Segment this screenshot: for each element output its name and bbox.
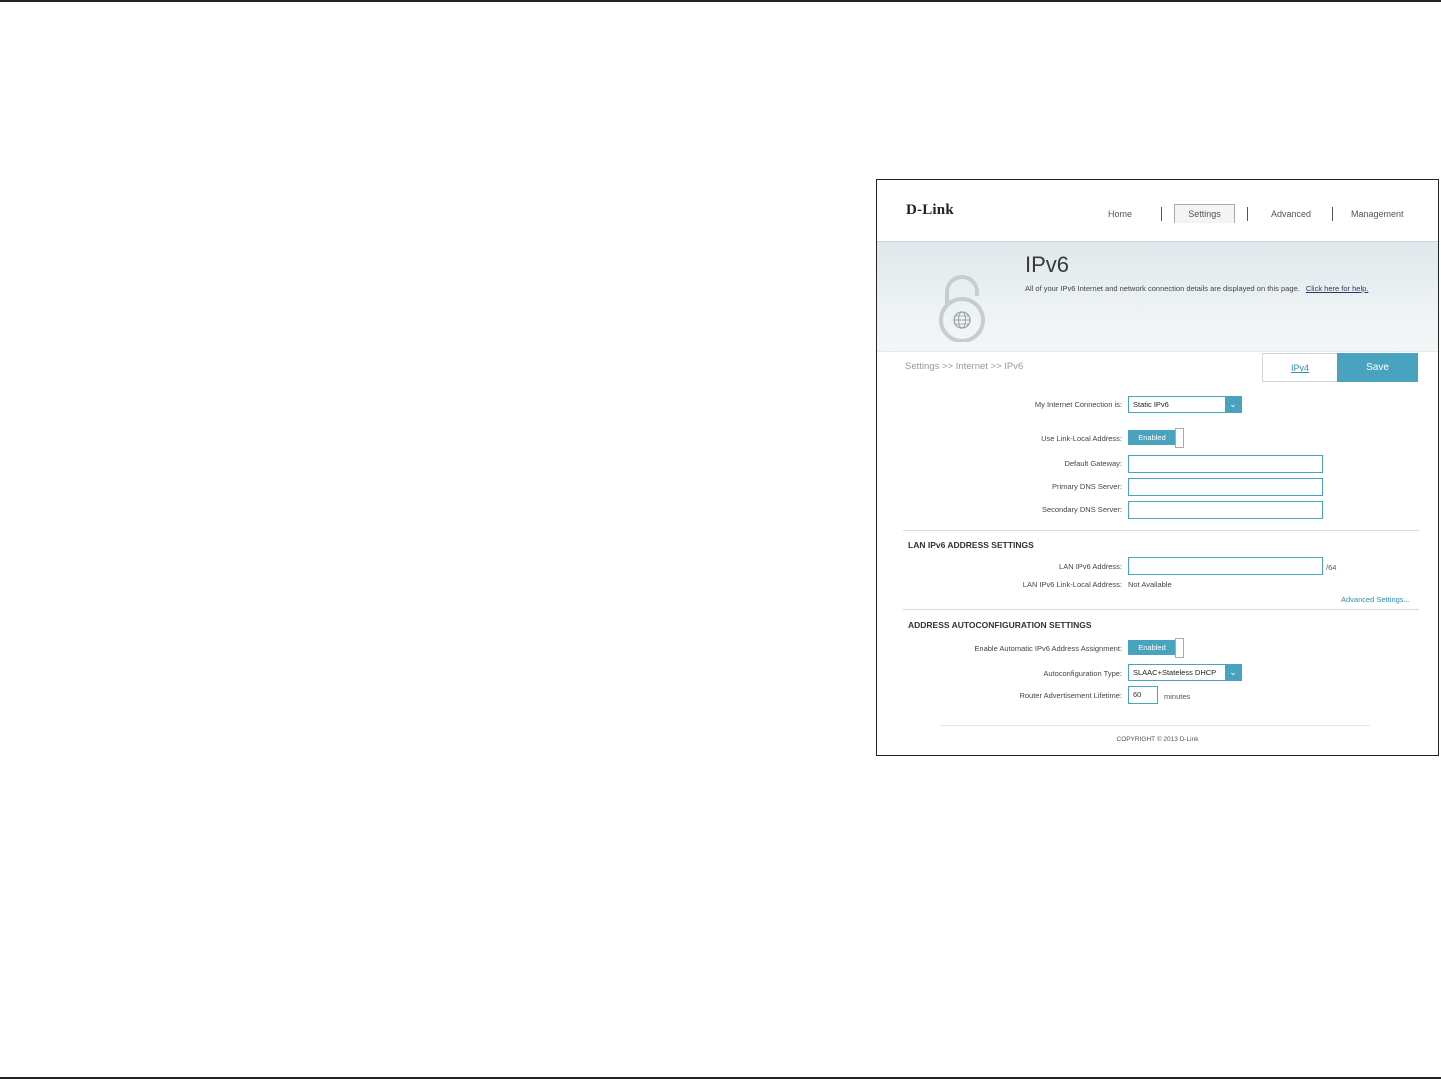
nav-home[interactable]: Home [1108, 209, 1133, 219]
autoconfig-type-value: SLAAC+Stateless DHCP [1133, 668, 1217, 677]
ipv4-link-button[interactable]: IPv4 [1262, 353, 1338, 382]
copyright-text: COPYRIGHT © 2013 D-Link [1116, 736, 1199, 743]
ra-lifetime-unit: minutes [1164, 692, 1191, 701]
breadcrumb-bar [877, 351, 1438, 382]
prefix-length: /64 [1326, 563, 1337, 572]
save-button[interactable]: Save [1337, 353, 1418, 382]
nav-divider [1332, 207, 1333, 221]
secondary-dns-label: Secondary DNS Server: [1041, 505, 1122, 514]
ra-lifetime-label: Router Advertisement Lifetime: [1019, 691, 1122, 700]
connection-type-select[interactable] [1128, 396, 1242, 413]
nav-divider [1247, 207, 1248, 221]
page-bottom-rule [0, 1077, 1441, 1079]
connection-type-label: My Internet Connection is: [1034, 400, 1122, 409]
secondary-dns-input[interactable] [1128, 501, 1323, 519]
toggle-knob [1175, 428, 1184, 448]
section-divider [903, 530, 1419, 531]
page-top-rule [0, 0, 1441, 2]
autoconfig-type-label: Autoconfiguration Type: [1043, 669, 1122, 678]
page-description-text: All of your IPv6 Internet and network connection details are displayed on this page. [1025, 284, 1300, 293]
default-gateway-input[interactable] [1128, 455, 1323, 473]
advanced-settings-link[interactable]: Advanced Settings... [1341, 595, 1410, 604]
primary-dns-input[interactable] [1128, 478, 1323, 496]
link-local-label: Use Link-Local Address: [1041, 434, 1122, 443]
primary-dns-label: Primary DNS Server: [1051, 482, 1122, 491]
page-header-banner [877, 241, 1438, 352]
lan-address-input[interactable] [1128, 557, 1323, 575]
toggle-state: Enabled [1128, 640, 1176, 655]
help-link[interactable]: Click here for help. [1305, 284, 1369, 293]
nav-management[interactable]: Management [1351, 209, 1404, 219]
chevron-down-icon: ⌄ [1225, 665, 1241, 680]
lan-link-local-label: LAN IPv6 Link-Local Address: [1022, 580, 1122, 589]
link-local-toggle[interactable] [1128, 428, 1185, 448]
lan-link-local-value: Not Available [1128, 580, 1172, 589]
default-gateway-label: Default Gateway: [1064, 459, 1122, 468]
chevron-down-icon: ⌄ [1225, 397, 1241, 412]
ra-lifetime-input[interactable]: 60 [1128, 686, 1158, 704]
connection-type-value: Static IPv6 [1133, 400, 1169, 409]
nav-divider [1161, 207, 1162, 221]
nav-advanced[interactable]: Advanced [1271, 209, 1312, 219]
lock-globe-icon [937, 272, 987, 342]
dlink-logo: D-Link [906, 202, 954, 218]
nav-settings[interactable]: Settings [1174, 204, 1235, 223]
lan-section-title: LAN IPv6 ADDRESS SETTINGS [908, 540, 1034, 550]
page-description [1025, 284, 1368, 293]
section-divider [903, 609, 1419, 610]
footer-divider [940, 725, 1370, 726]
lan-address-label: LAN IPv6 Address: [1059, 562, 1122, 571]
auto-assign-toggle[interactable] [1128, 638, 1185, 658]
autoconfig-type-select[interactable] [1128, 664, 1242, 681]
page-title: IPv6 [1025, 252, 1070, 277]
toggle-knob [1175, 638, 1184, 658]
auto-assign-label: Enable Automatic IPv6 Address Assignment: [974, 644, 1122, 653]
breadcrumb: Settings >> Internet >> IPv6 [905, 361, 1024, 372]
autoconfig-section-title: ADDRESS AUTOCONFIGURATION SETTINGS [908, 620, 1092, 630]
router-ui-screenshot [876, 179, 1439, 756]
toggle-state: Enabled [1128, 430, 1176, 445]
top-navigation [877, 180, 1438, 240]
